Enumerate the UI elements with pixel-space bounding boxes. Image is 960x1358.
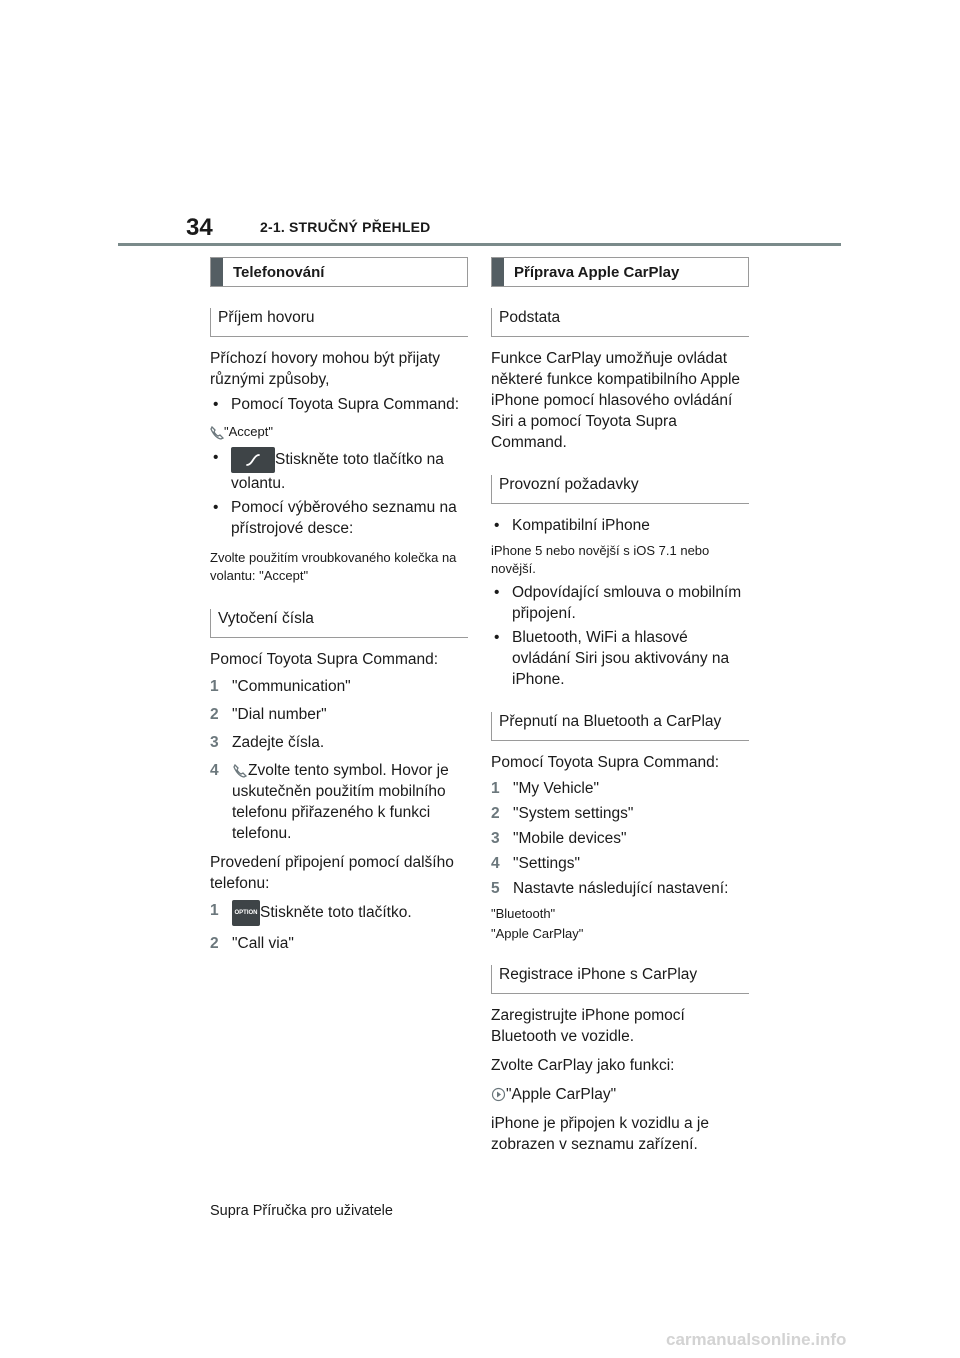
list-item-text xyxy=(231,447,468,494)
list-item-text: Pomocí Toyota Supra Command: xyxy=(231,396,460,413)
list-item: • Stiskněte toto tlačítko na volantu. xyxy=(210,447,468,494)
basics-text: Funkce CarPlay umožňuje ovládat některé funkce kompatibilního Apple iPhone pomocí hlasového ovládání Siri a pomocí Toyota Supra Command. xyxy=(491,350,741,451)
step-text: "My Vehicle" xyxy=(513,780,599,797)
phone-handset-icon xyxy=(210,426,224,440)
dial-intro: Pomocí Toyota Supra Command: xyxy=(210,651,439,668)
setting-option: "Bluetooth" xyxy=(491,906,556,921)
step-text: Zvolte tento symbol. Hovor je uskutečněn použitím mobilního telefonu přiřazeného k funkci telefonu. xyxy=(232,762,449,842)
section-box-carplay xyxy=(491,257,749,287)
step-item xyxy=(491,778,749,799)
step-number: 3 xyxy=(491,830,500,847)
step-item xyxy=(210,676,468,697)
watermark: carmanualsonline.info xyxy=(666,1330,847,1349)
step-item xyxy=(491,803,749,824)
step-number: 2 xyxy=(210,935,219,952)
section-box-title: Telefonování xyxy=(233,263,325,281)
header-rule xyxy=(118,243,841,246)
step-number: 1 xyxy=(210,902,219,919)
step-text-wrap xyxy=(232,900,412,926)
controller-arrow-icon xyxy=(491,1087,506,1102)
list-item: • Bluetooth, WiFi a hlasové ovládání Siri jsou aktivovány na iPhone. xyxy=(491,627,749,690)
section-title: 2-1. STRUČNÝ PŘEHLED xyxy=(260,219,431,235)
footer-text: Supra Příručka pro uživatele xyxy=(210,1203,393,1219)
steering-call-button-icon xyxy=(231,447,275,473)
step-text: "Call via" xyxy=(232,935,294,952)
step-number: 4 xyxy=(491,855,500,872)
step-number: 2 xyxy=(210,706,219,723)
page-number: 34 xyxy=(186,214,213,241)
subheading-switch: Přepnutí na Bluetooth a CarPlay xyxy=(491,712,749,741)
accept-line xyxy=(210,423,468,441)
register-select-text: "Apple CarPlay" xyxy=(506,1086,617,1103)
list-item-text: Odpovídající smlouva o mobilním připojení. xyxy=(512,584,742,622)
step-text-wrap xyxy=(232,760,468,844)
step-text: "Communication" xyxy=(232,678,351,695)
step-number: 1 xyxy=(491,780,500,797)
step-item xyxy=(210,704,468,725)
step-text: Nastavte následující nastavení: xyxy=(513,880,729,897)
requirements-note: iPhone 5 nebo novější s iOS 7.1 nebo novější. xyxy=(491,543,710,576)
option-button-icon: OPTION xyxy=(232,900,260,926)
phone-handset-icon xyxy=(232,764,248,778)
step-text: "Mobile devices" xyxy=(513,830,627,847)
list-item-text: Bluetooth, WiFi a hlasové ovládání Siri jsou aktivovány na iPhone. xyxy=(512,629,730,688)
register-select-line xyxy=(491,1084,749,1105)
setting-option: "Apple CarPlay" xyxy=(491,926,584,941)
list-item-text: Kompatibilní iPhone xyxy=(512,517,650,534)
section-marker xyxy=(211,258,223,286)
register-text-2: Zvolte CarPlay jako funkci: xyxy=(491,1057,675,1074)
step-item xyxy=(210,760,468,844)
list-item: • Pomocí výběrového seznamu na přístrojové desce: xyxy=(210,497,468,539)
right-column xyxy=(491,257,749,1159)
register-text-1: Zaregistrujte iPhone pomocí Bluetooth ve vozidle. xyxy=(491,1007,685,1045)
subheading-register: Registrace iPhone s CarPlay xyxy=(491,965,749,994)
step-text: "Settings" xyxy=(513,855,581,872)
incoming-note: Zvolte použitím vroubkovaného kolečka na volantu: "Accept" xyxy=(210,550,457,583)
step-text: "System settings" xyxy=(513,805,634,822)
incoming-intro: Příchozí hovory mohou být přijaty různými způsoby, xyxy=(210,350,441,388)
list-item: • Odpovídající smlouva o mobilním připojení. xyxy=(491,582,749,624)
left-column xyxy=(210,257,468,961)
step-number: 3 xyxy=(210,734,219,751)
accept-text: "Accept" xyxy=(224,424,273,439)
subheading-basics: Podstata xyxy=(491,308,749,337)
step-item xyxy=(491,878,749,899)
step-text: Stiskněte toto tlačítko. xyxy=(260,904,412,922)
step-item xyxy=(491,828,749,849)
section-marker xyxy=(492,258,504,286)
section-box-title: Příprava Apple CarPlay xyxy=(514,263,680,281)
register-text-3: iPhone je připojen k vozidlu a je zobrazen v seznamu zařízení. xyxy=(491,1115,709,1153)
step-text: Zadejte čísla. xyxy=(232,734,325,751)
list-item-text: Stiskněte toto tlačítko na volantu. xyxy=(231,451,444,492)
step-item xyxy=(210,732,468,753)
step-text: "Dial number" xyxy=(232,706,327,723)
step-number: 2 xyxy=(491,805,500,822)
list-item-text: Pomocí výběrového seznamu na přístrojové desce: xyxy=(231,499,457,537)
subheading-requirements: Provozní požadavky xyxy=(491,475,749,504)
subheading-incoming: Příjem hovoru xyxy=(210,308,468,337)
step-number: 1 xyxy=(210,678,219,695)
step-item xyxy=(210,933,468,954)
switch-intro: Pomocí Toyota Supra Command: xyxy=(491,754,720,771)
section-box-telephony xyxy=(210,257,468,287)
other-phone-intro: Provedení připojení pomocí dalšího telefonu: xyxy=(210,854,454,892)
step-item xyxy=(210,900,468,926)
step-number: 4 xyxy=(210,762,219,779)
list-item: • Pomocí Toyota Supra Command: xyxy=(213,396,460,413)
step-number: 5 xyxy=(491,880,500,897)
step-item xyxy=(491,853,749,874)
subheading-dial: Vytočení čísla xyxy=(210,609,468,638)
list-item: • Kompatibilní iPhone xyxy=(494,517,650,534)
